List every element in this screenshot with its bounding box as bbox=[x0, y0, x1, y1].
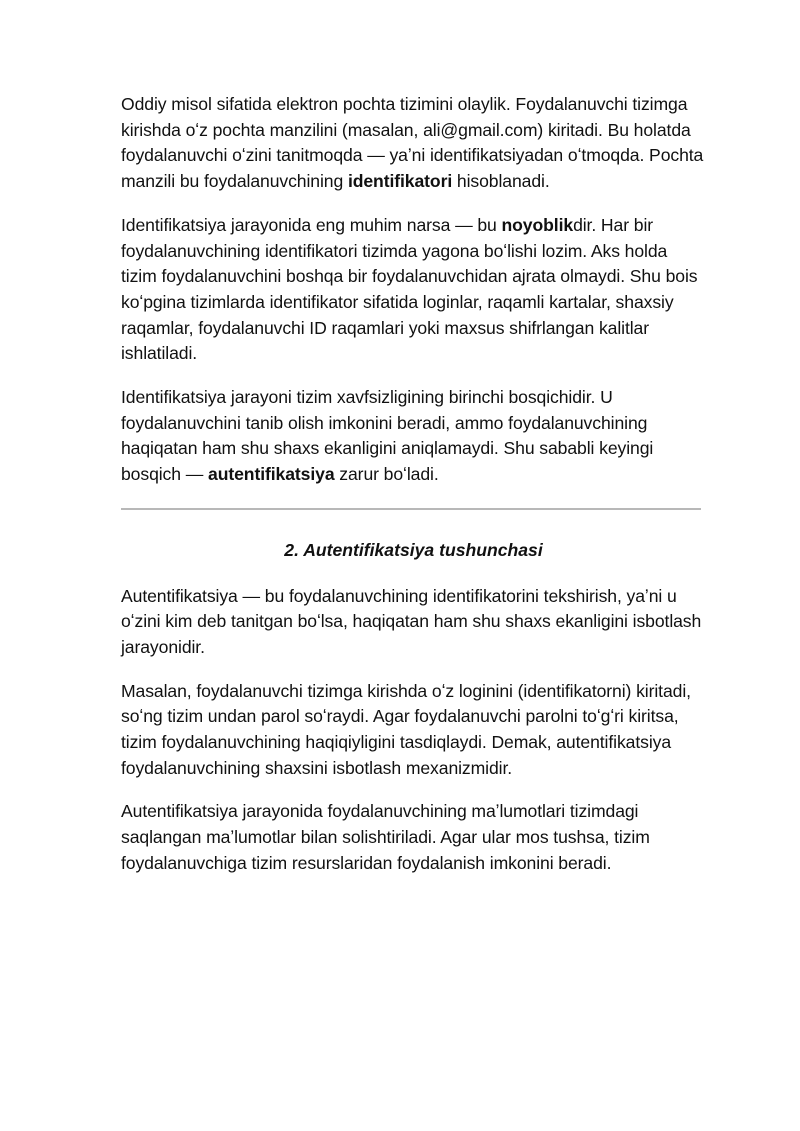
section-divider bbox=[121, 508, 701, 510]
paragraph-text: dir. Har bir foydalanuvchining identifikatori tizimda yagona boʻlishi lozim. Aks holda tizim foydalanuvchini boshqa bir foydalanuvchidan ajrata olmaydi. Shu bois koʻpgina tizimlarda identifikator sifatida loginlar, raqamli kartalar, shaxsiy raqamlar, foydalanuvchi ID raqamlari yoki maxsus shifrlangan kalitlar ishlatiladi. bbox=[121, 214, 698, 364]
paragraph-email-example bbox=[121, 92, 706, 195]
bold-term-autentifikatsiya: autentifikatsiya bbox=[208, 464, 335, 485]
paragraph-text: hisoblanadi. bbox=[452, 171, 550, 192]
bold-term-identifikatori: identifikatori bbox=[347, 171, 453, 192]
paragraph-text: Identifikatsiya jarayonida eng muhim narsa — bu bbox=[121, 214, 502, 235]
paragraph-text: Oddiy misol sifatida elektron pochta tizimini olaylik. Foydalanuvchi tizimga kirishda oʻz pochta manzilini (masalan, ali@gmail.com) kiritadi. Bu holatda foydalanuvchi oʻzini tanitmoqda — yaʼni identifikatsiyadan oʻtmoqda. Pochta manzili bu foydalanuvchining bbox=[121, 94, 704, 192]
paragraph-uniqueness bbox=[121, 213, 706, 367]
bold-term-noyoblik: noyoblik bbox=[501, 214, 574, 235]
paragraph-first-stage bbox=[121, 385, 706, 488]
section-heading: 2. Autentifikatsiya tushunchasi bbox=[284, 539, 543, 560]
paragraph-text: zarur boʻladi. bbox=[334, 464, 439, 485]
document-page bbox=[121, 92, 706, 895]
paragraph-comparison: Autentifikatsiya jarayonida foydalanuvchining maʼlumotlari tizimdagi saqlangan maʼlumotlar bilan solishtiriladi. Agar ular mos tushsa, tizim foydalanuvchiga tizim resurslaridan foydalanish imkonini beradi. bbox=[121, 801, 650, 873]
paragraph-text: Identifikatsiya jarayoni tizim xavfsizligining birinchi bosqichidir. U foydalanuvchini tanib olish imkonini beradi, ammo foydalanuvchining haqiqatan ham shu shaxs ekanligini aniqlamaydi. Shu sababli keyingi bosqich — bbox=[121, 387, 654, 485]
paragraph-login-example: Masalan, foydalanuvchi tizimga kirishda oʻz loginini (identifikatorni) kiritadi, soʻng tizim undan parol soʻraydi. Agar foydalanuvchi parolni toʻgʻri kiritsa, tizim foydalanuvchining haqiqiyligini tasdiqlaydi. Demak, autentifikatsiya foydalanuvchining shaxsini isbotlash mexanizmidir. bbox=[121, 680, 691, 778]
paragraph-definition: Autentifikatsiya — bu foydalanuvchining identifikatorini tekshirish, yaʼni u oʻzini kim deb tanitgan boʻlsa, haqiqatan ham shu shaxs ekanligini isbotlash jarayonidir. bbox=[121, 585, 702, 657]
